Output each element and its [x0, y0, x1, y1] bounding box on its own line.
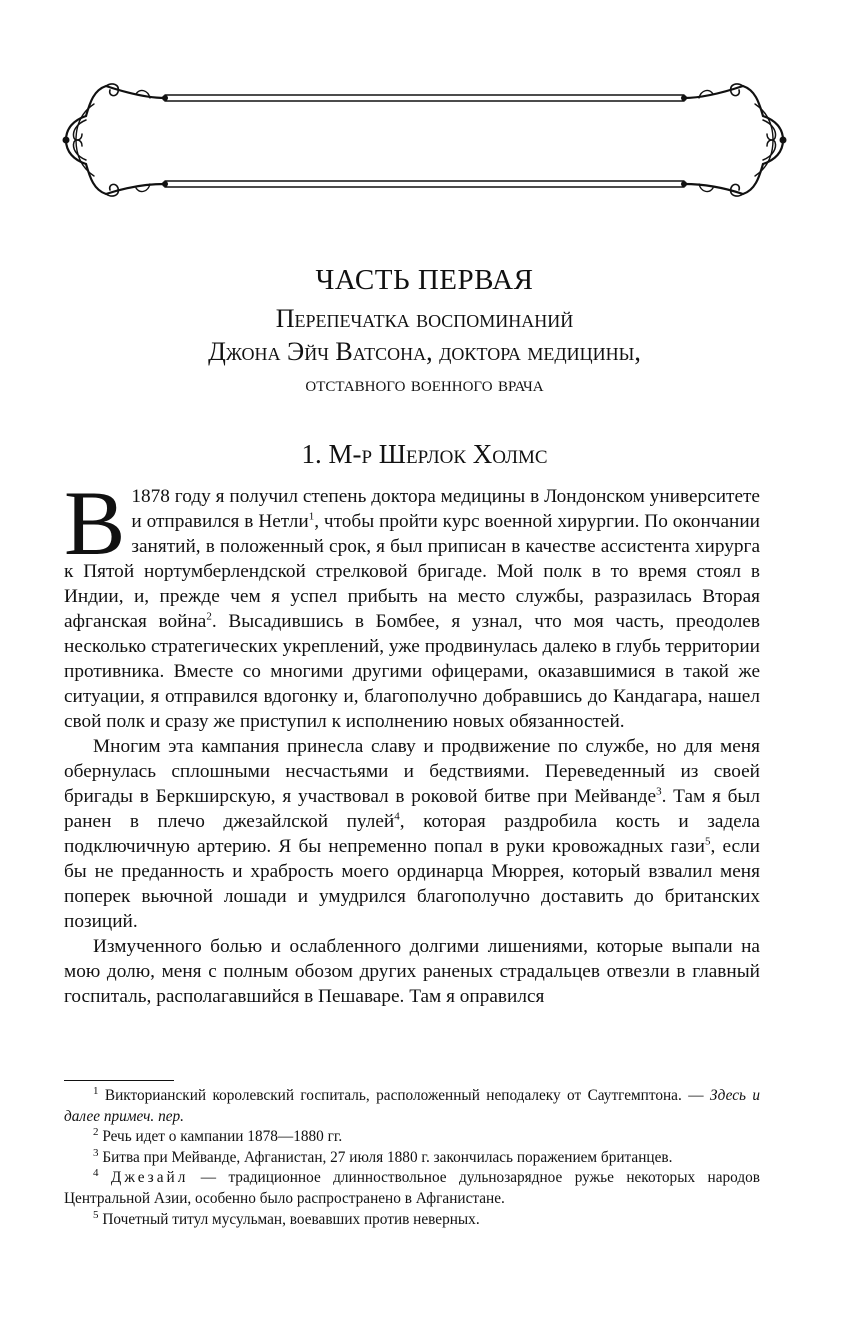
body-text	[64, 472, 760, 1009]
paragraph-3	[64, 934, 760, 1009]
footnote-ref-2[interactable]: 2	[206, 610, 212, 623]
chapter-title: 1. М-р Шерлок Холмс	[301, 439, 548, 469]
footnote-ref-5[interactable]: 5	[704, 835, 711, 848]
text-run: 1878 году я получил степень доктора медицины в Лондонском университете и отправился в Нетли	[131, 486, 760, 532]
part-title: ЧАСТЬ ПЕРВАЯ	[315, 264, 534, 296]
footnote-4	[64, 1168, 760, 1209]
footnote-3	[64, 1148, 760, 1169]
footnote-2	[64, 1127, 760, 1148]
paragraph-1	[64, 472, 760, 734]
part-subtitle-line-3: отставного военного врача	[305, 371, 544, 396]
footnote-number: 1	[93, 1084, 99, 1097]
footnote-text: Почетный титул мусульман, воевавших против неверных.	[102, 1210, 480, 1228]
text-run: Измученного болью и ослабленного долгими лишениями, которые выпали на мою долю, меня с полным обозом других раненых страдальцев отвезли в главный госпиталь, располагавшийся в Пешаваре. Там я оправился	[64, 936, 760, 1007]
footnote-number: 5	[93, 1208, 99, 1221]
part-subtitle-line-2: Джона Эйч Ватсона, доктора медицины,	[208, 337, 641, 366]
footnote-ref-3[interactable]: 3	[656, 785, 662, 798]
footnote-number: 4	[93, 1167, 99, 1180]
footnote-number: 3	[93, 1146, 99, 1159]
text-run: , если бы не преданность и храбрость моего ординарца Мюррея, который взвалил меня поперек вьючной лошади и умудрился благополучно доставить до британских позиций.	[64, 836, 760, 932]
footnote-1	[64, 1086, 760, 1127]
footnotes	[64, 1086, 760, 1230]
footnote-ref-1[interactable]: 1	[308, 510, 315, 523]
text-run: . Там я был ранен в плечо джезайлской пулей	[64, 786, 760, 832]
text-run: , которая раздробила кость и задела подключичную артерию. Я бы непременно попал в руки кровожадных гази	[64, 811, 760, 857]
footnote-separator	[64, 1080, 174, 1081]
text-run: , чтобы пройти курс военной хирургии. По окончании занятий, в положенный срок, я был приписан в качестве ассистента хирурга к Пятой нортумберлендской стрелковой бригаде. Мой полк в то время стоял в Индии, и, прежде чем я успел прибыть на место службы, разразилась Вторая афганская война	[64, 511, 760, 632]
text-run: Многим эта кампания принесла славу и продвижение по службе, но для меня обернулась сплошными несчастьями и бедствиями. Переведенный из своей бригады в Беркширскую, я участвовал в роковой битве при Мейванде	[64, 736, 760, 807]
footnote-number: 2	[93, 1126, 99, 1139]
footnote-text: Викторианский королевский госпиталь, расположенный неподалеку от Саутгемптона. —	[104, 1087, 704, 1104]
footnote-text: Битва при Мейванде, Афганистан, 27 июля 1880 г. закончилась поражением британцев.	[102, 1148, 673, 1166]
footnote-term: Джезайл	[110, 1169, 189, 1187]
footnote-ref-4[interactable]: 4	[394, 810, 400, 823]
ornamental-frame	[0, 0, 849, 240]
drop-cap: В	[64, 472, 126, 574]
footnote-text: Речь идет о кампании 1878—1880 гг.	[102, 1128, 343, 1146]
footnote-5	[64, 1210, 760, 1231]
translator-note: Здесь и далее примеч. пер.	[64, 1087, 760, 1125]
footnote-text: — традиционное длинноствольное дульнозарядное ружье некоторых народов Центральной Азии, особенно было распространено в Афганистане.	[64, 1169, 761, 1207]
text-run: . Высадившись в Бомбее, я узнал, что моя часть, преодолев несколько стратегических укреплений, уже продвинулась далеко в глубь территории противника. Вместе со многими другими офицерами, оказавшимися в такой же ситуации, я отправился вдогонку и, благополучно добравшись до Кандагара, нашел свой полк и сразу же приступил к исполнению новых обязанностей.	[64, 611, 760, 732]
paragraph-2	[64, 734, 760, 934]
part-subtitle-line-1: Перепечатка воспоминаний	[275, 304, 574, 333]
